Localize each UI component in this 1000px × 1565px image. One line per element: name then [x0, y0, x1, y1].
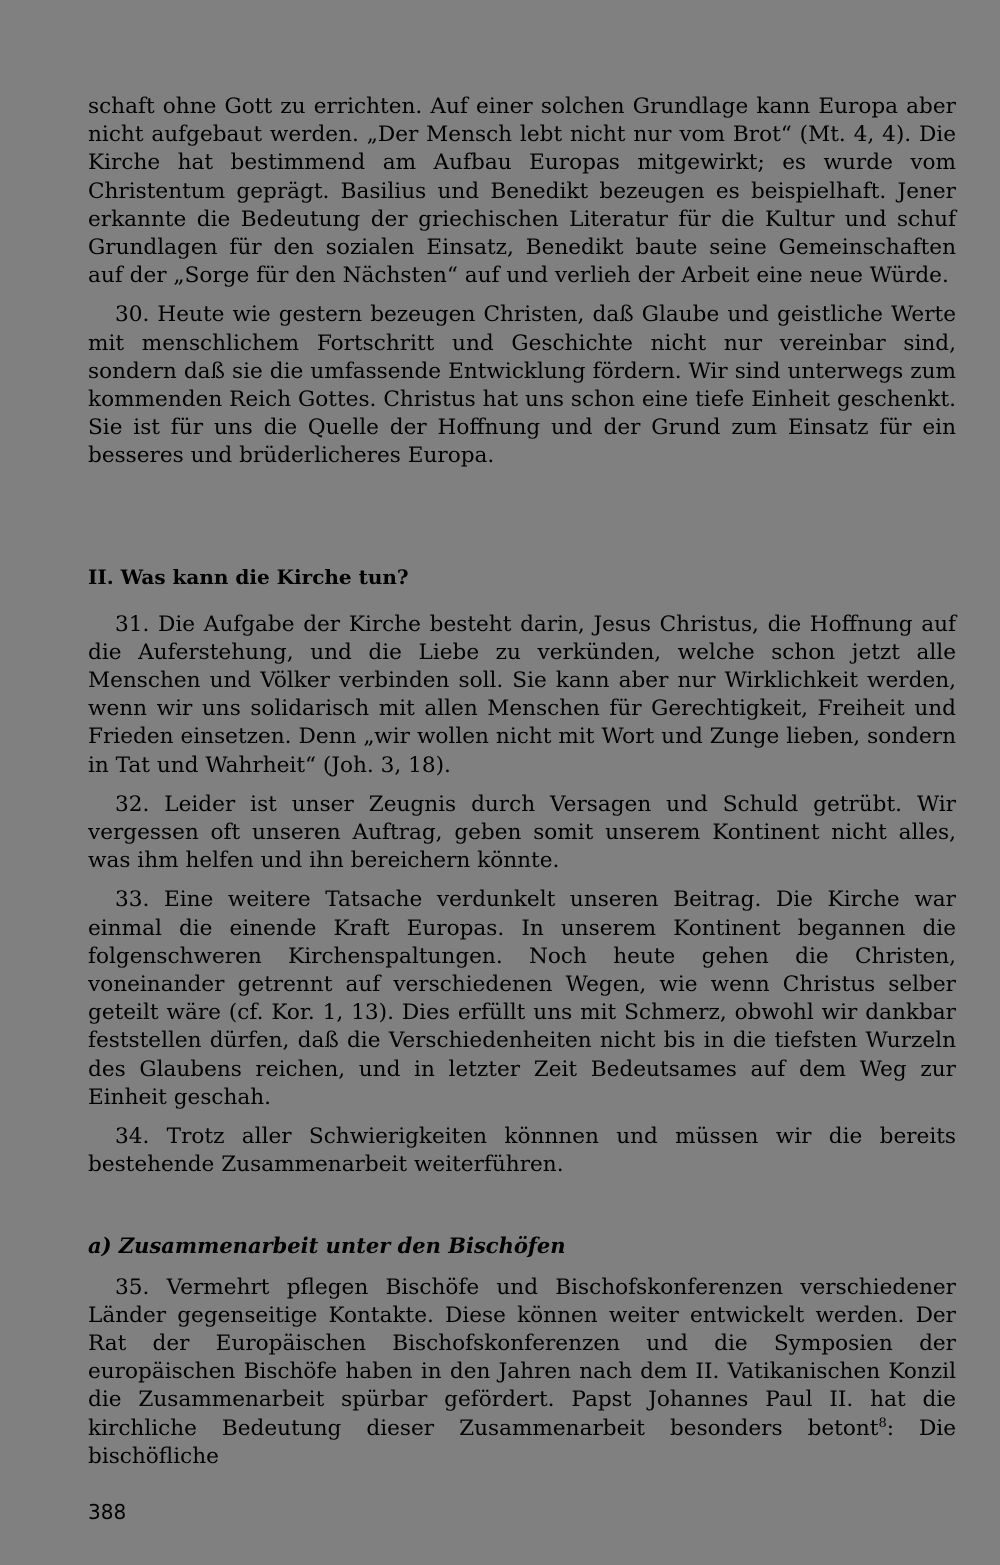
spacer	[88, 290, 956, 301]
paragraph-34: 34. Trotz aller Schwierigkeiten könnnen und müssen wir die bereits bestehende Zusammenarbeit weiterführen.	[88, 1124, 956, 1178]
paragraph-35-text: 35. Vermehrt pflegen Bischöfe und Bischofskonferenzen verschiedener Länder gegenseitige Kontakte. Diese können weiter entwickelt werden. Der Rat der Europäischen Bischofskonferenzen und die Symposien der europäischen Bischöfe haben in den Jahren nach dem II. Vatikanischen Konzil die Zusammenarbeit spürbar gefördert. Papst Johannes Paul II. hat die kirchliche Bedeutung dieser Zusammenarbeit besonders betont	[88, 1274, 956, 1441]
paragraph-31: 31. Die Aufgabe der Kirche besteht darin, Jesus Christus, die Hoffnung auf die Auferstehung, und die Liebe zu verkünden, welche schon jetzt alle Menschen und Völker verbinden soll. Sie kann aber nur Wirklichkeit werden, wenn wir uns solidarisch mit allen Menschen für Gerechtigkeit, Freiheit und Frieden einsetzen. Denn „wir wollen nicht mit Wort und Zunge lieben, sondern in Tat und Wahrheit“ (Joh. 3, 18).	[88, 611, 956, 778]
spacer	[88, 780, 956, 791]
section-heading-2: II. Was kann die Kirche tun?	[88, 564, 409, 589]
spacer	[88, 471, 956, 563]
spacer	[88, 1260, 956, 1274]
spacer	[88, 1180, 956, 1232]
paragraph-33: 33. Eine weitere Tatsache verdunkelt unseren Beitrag. Die Kirche war einmal die einende Kraft Europas. In unserem Kontinent begannen die folgenschweren Kirchenspaltungen. Noch heute gehen die Christen, voneinander getrennt auf verschiedenen Wegen, wie wenn Christus selber geteilt wäre (cf. Kor. 1, 13). Dies erfüllt uns mit Schmerz, obwohl wir dankbar feststellen dürfen, daß die Verschiedenheiten nicht bis in die tiefsten Wurzeln des Glaubens reichen, und in letzter Zeit Bedeutsames auf dem Weg zur Einheit geschah.	[88, 887, 956, 1110]
paragraph-intro: schaft ohne Gott zu errichten. Auf einer solchen Grundlage kann Europa aber nicht aufgebaut werden. „Der Mensch lebt nicht nur vom Brot“ (Mt. 4, 4). Die Kirche hat bestimmend am Aufbau Europas mitgewirkt; es wurde vom Christentum geprägt. Basilius und Benedikt bezeugen es beispielhaft. Jener erkannte die Bedeutung der griechischen Literatur für die Kultur und schuf Grundlagen für den sozialen Einsatz, Benedikt baute seine Gemeinschaften auf der „Sorge für den Nächsten“ auf und verlieh der Arbeit eine neue Würde.	[88, 94, 956, 289]
paragraph-30: 30. Heute wie gestern bezeugen Christen, daß Glaube und geistliche Werte mit menschlichem Fortschritt und Geschichte nicht nur vereinbar sind, sondern daß sie die umfassende Entwicklung fördern. Wir sind unterwegs zum kommenden Reich Gottes. Christus hat uns schon eine tiefe Einheit geschenkt. Sie ist für uns die Quelle der Hoffnung und der Grund zum Einsatz für ein besseres und brüderlicheres Europa.	[88, 302, 956, 469]
paragraph-35-tail: : Die bischöfliche	[88, 1415, 956, 1469]
paragraph-35	[88, 1274, 956, 1471]
subsection-heading-a: a) Zusammenarbeit unter den Bischöfen	[88, 1232, 566, 1258]
spacer	[88, 875, 956, 886]
page-body	[88, 93, 956, 1471]
footnote-marker[interactable]: 8	[878, 1415, 887, 1431]
spacer	[88, 591, 956, 611]
spacer	[88, 1112, 956, 1123]
page-number: 388	[88, 1500, 127, 1524]
paragraph-32: 32. Leider ist unser Zeugnis durch Versagen und Schuld getrübt. Wir vergessen oft unseren Auftrag, geben somit unserem Kontinent nicht alles, was ihm helfen und ihn bereichern könnte.	[88, 791, 956, 874]
